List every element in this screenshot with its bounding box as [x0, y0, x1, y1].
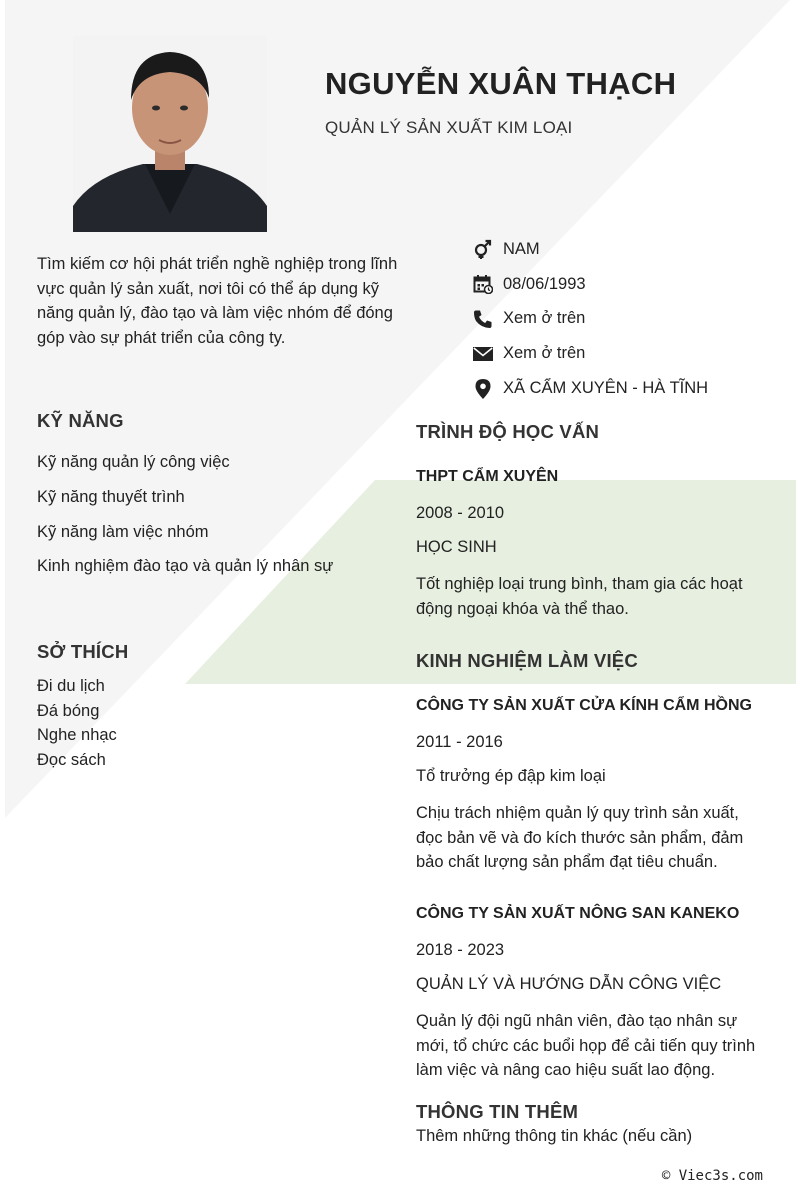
- calendar-icon: [472, 273, 494, 295]
- info-gender-value: NAM: [503, 239, 540, 258]
- info-birthdate: [472, 267, 792, 302]
- job-period: 2011 - 2016: [416, 733, 503, 751]
- location-pin-icon: [472, 378, 494, 400]
- job-description: Chịu trách nhiệm quản lý quy trình sản xuất, đọc bản vẽ và đo kích thước sản phẩm, đảm bảo chất lượng sản phẩm đạt tiêu chuẩn.: [416, 804, 744, 871]
- education-role: HỌC SINH: [416, 538, 497, 556]
- experience-heading: KINH NGHIỆM LÀM VIỆC: [416, 650, 638, 671]
- skill-item: Kỹ năng làm việc nhóm: [37, 523, 209, 541]
- education-heading: TRÌNH ĐỘ HỌC VẤN: [416, 421, 600, 442]
- hobby-item: Đọc sách: [37, 751, 106, 770]
- career-objective: Tìm kiếm cơ hội phát triển nghề nghiệp trong lĩnh vực quản lý sản xuất, nơi tôi có thể áp dụng kỹ năng quản lý, đào tạo và làm việc nhóm để đóng góp vào sự phát triển của công ty.: [37, 255, 398, 347]
- profile-photo: [73, 36, 267, 232]
- education-description: Tốt nghiệp loại trung bình, tham gia các hoạt động ngoại khóa và thể thao.: [416, 575, 743, 618]
- education-school: THPT CẨM XUYÊN: [416, 468, 559, 485]
- hobby-item: Đá bóng: [37, 701, 100, 720]
- info-phone-value: Xem ở trên: [503, 309, 586, 328]
- skill-item: Kinh nghiệm đào tạo và quản lý nhân sự: [37, 557, 334, 575]
- mail-icon: [472, 343, 494, 365]
- job-position: Tổ trưởng ép đập kim loại: [416, 767, 606, 785]
- job-position: QUẢN LÝ VÀ HƯỚNG DẪN CÔNG VIỆC: [416, 975, 722, 993]
- phone-icon: [472, 308, 494, 330]
- additional-info-text: Thêm những thông tin khác (nếu cần): [416, 1127, 693, 1145]
- gender-icon: [472, 238, 494, 260]
- hobby-item: Đi du lịch: [37, 677, 105, 695]
- info-birthdate-value: 08/06/1993: [503, 274, 586, 293]
- info-phone: [472, 302, 792, 337]
- copyright-notice: © Viec3s.com: [661, 1168, 763, 1184]
- job-company: CÔNG TY SẢN XUẤT NÔNG SAN KANEKO: [416, 905, 740, 922]
- skills-heading: KỸ NĂNG: [37, 410, 124, 431]
- job-company: CÔNG TY SẢN XUẤT CỬA KÍNH CẨM HỒNG: [416, 697, 752, 714]
- job-description: Quản lý đội ngũ nhân viên, đào tạo nhân sự mới, tổ chức các buổi họp để cải tiến quy trình làm việc và nâng cao hiệu suất lao động.: [416, 1012, 756, 1079]
- info-email: [472, 336, 792, 371]
- personal-info: [472, 232, 792, 406]
- candidate-name: NGUYỄN XUÂN THẠCH: [325, 66, 677, 101]
- education-period: 2008 - 2010: [416, 504, 505, 522]
- skill-item: Kỹ năng thuyết trình: [37, 488, 185, 506]
- skill-item: Kỹ năng quản lý công việc: [37, 453, 230, 471]
- hobbies-list: [37, 674, 117, 773]
- info-address-value: XÃ CẨM XUYÊN - HÀ TĨNH: [503, 379, 709, 398]
- job-title: QUẢN LÝ SẢN XUẤT KIM LOẠI: [325, 118, 573, 137]
- additional-info-heading: THÔNG TIN THÊM: [416, 1101, 579, 1122]
- hobbies-heading: SỞ THÍCH: [37, 641, 129, 662]
- job-period: 2018 - 2023: [416, 941, 505, 959]
- info-gender: [472, 232, 792, 267]
- info-email-value: Xem ở trên: [503, 344, 586, 363]
- hobby-item: Nghe nhạc: [37, 726, 117, 745]
- info-address: [472, 371, 792, 406]
